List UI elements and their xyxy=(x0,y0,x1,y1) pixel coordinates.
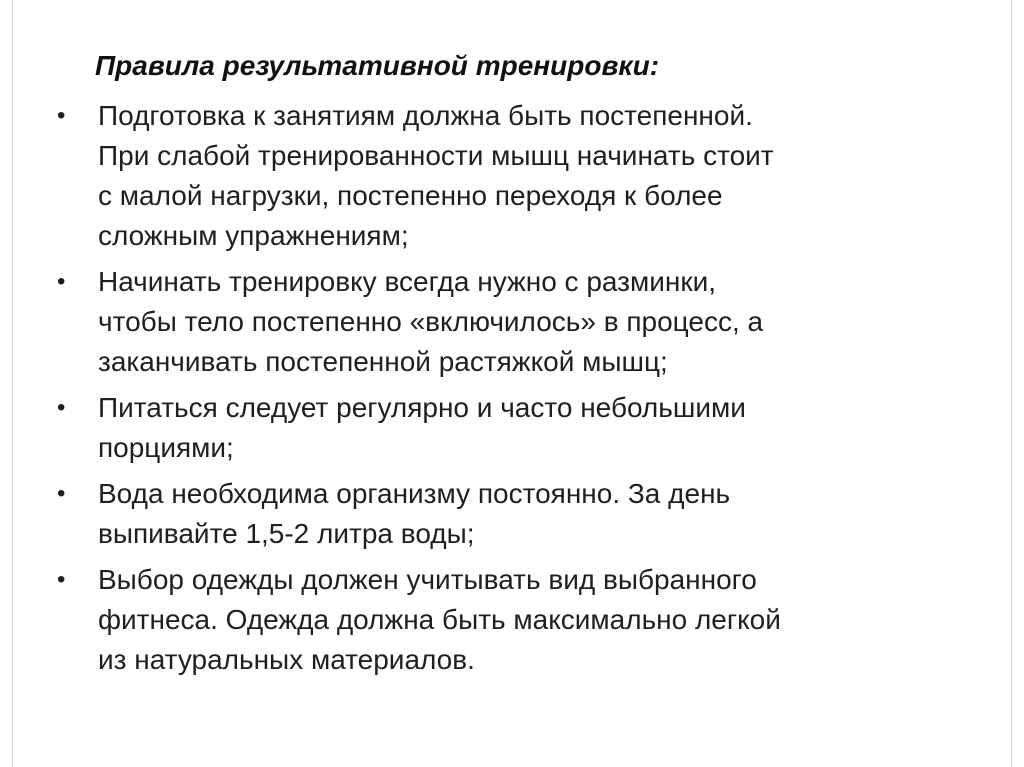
bullet-text-line: Подготовка к занятиям должна быть постепенной. xyxy=(98,100,753,131)
bullet-item-water xyxy=(55,474,965,554)
right-border-line xyxy=(1011,0,1012,767)
bullet-icon: • xyxy=(57,268,66,295)
slide-content xyxy=(55,48,965,686)
bullet-text-line: Начинать тренировку всегда нужно с разминки, xyxy=(98,266,717,297)
bullet-text-line: из натуральных материалов. xyxy=(98,644,475,675)
bullet-item-clothing xyxy=(55,560,965,680)
bullet-icon: • xyxy=(57,480,66,507)
bullet-text-line: с малой нагрузки, постепенно переходя к более xyxy=(98,180,723,211)
slide-heading: Правила результативной тренировки: xyxy=(95,50,660,81)
bullet-text-line: При слабой тренированности мышц начинать стоит xyxy=(98,140,774,171)
bullet-text-line: заканчивать постепенной растяжкой мышц; xyxy=(98,346,668,377)
bullet-text-line: чтобы тело постепенно «включилось» в процесс, а xyxy=(98,306,764,337)
bullet-item-nutrition xyxy=(55,388,965,468)
bullet-text-line: выпивайте 1,5-2 литра воды; xyxy=(98,518,475,549)
bullet-list xyxy=(55,96,965,680)
bullet-text-line: Питаться следует регулярно и часто небольшими xyxy=(98,392,746,423)
bullet-text-line: сложным упражнениям; xyxy=(98,220,409,251)
bullet-item-training-progression xyxy=(55,96,965,256)
bullet-text-line: Вода необходима организму постоянно. За день xyxy=(98,478,731,509)
left-border-line xyxy=(12,0,13,767)
bullet-icon: • xyxy=(57,566,66,593)
bullet-text-line: фитнеса. Одежда должна быть максимально легкой xyxy=(98,604,781,635)
bullet-icon: • xyxy=(57,394,66,421)
bullet-text-line: порциями; xyxy=(98,432,234,463)
bullet-icon: • xyxy=(57,102,66,129)
bullet-text-line: Выбор одежды должен учитывать вид выбранного xyxy=(98,564,757,595)
bullet-item-warmup-stretching xyxy=(55,262,965,382)
